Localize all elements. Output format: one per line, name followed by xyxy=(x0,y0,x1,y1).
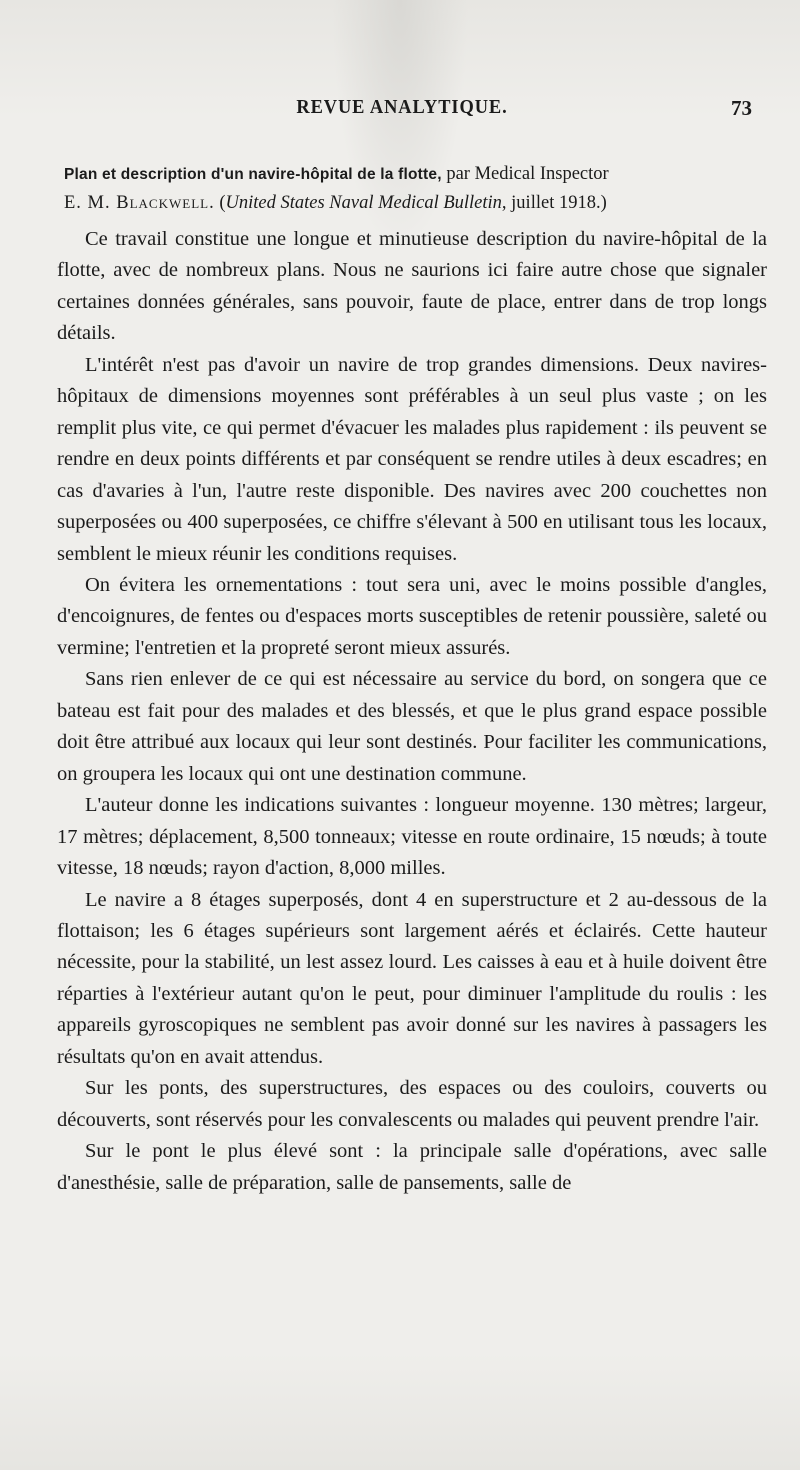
paragraph: Sur les ponts, des superstructures, des espaces ou des couloirs, couverts ou découverts, sont réservés pour les convalescents ou malades qui peuvent prendre l'air. xyxy=(57,1077,767,1131)
article-title: Plan et description d'un navire-hôpital de la flotte, xyxy=(64,166,442,183)
article-author: E. M. Blackwell. xyxy=(64,193,215,213)
paragraph: Le navire a 8 étages superposés, dont 4 en superstructure et 2 au-dessous de la flottaison; les 6 étages supérieurs sont largement aérés et éclairés. Cette hauteur nécessite, pour la stabilité, un lest assez lourd. Les caisses à eau et à huile doivent être réparties à l'extérieur autant qu'on le peut, pour diminuer l'amplitude du roulis : les appareils gyroscopiques ne semblent pas avoir donné sur les navires à passagers les résultats qu'on en avait attendus. xyxy=(57,888,767,1068)
paragraph: L'intérêt n'est pas d'avoir un navire de trop grandes dimensions. Deux navires-hôpitaux de dimensions moyennes sont préférables à un seul plus vaste ; on les remplit plus vite, ce qui permet d'évacuer les malades plus rapidement : ils peuvent se rendre en deux points différents et par conséquent se rendre utiles à deux escadres; en cas d'avaries à l'un, l'autre reste disponible. Des navires avec 200 couchettes non superposées ou 400 superposées, ce chiffre s'élevant à 500 en utilisant tous les locaux, semblent le mieux réunir les conditions requises. xyxy=(57,353,767,565)
article-author-prefix: par Medical Inspector xyxy=(441,164,609,184)
source-open-paren: ( xyxy=(219,193,226,213)
source-journal: United States Naval Medical Bulletin xyxy=(225,193,502,213)
article-heading xyxy=(64,160,744,218)
paragraph: L'auteur donne les indications suivantes : longueur moyenne. 130 mètres; largeur, 17 mètres; déplacement, 8,500 tonneaux; vitesse en route ordinaire, 15 nœuds; à toute vitesse, 18 nœuds; rayon d'action, 8,000 milles. xyxy=(57,794,767,880)
source-date: , juillet 1918.) xyxy=(501,193,607,213)
article-author-line xyxy=(64,189,744,218)
running-title: REVUE ANALYTIQUE. xyxy=(296,96,508,118)
paragraph: Sur le pont le plus élevé sont : la principale salle d'opérations, avec salle d'anesthésie, salle de préparation, salle de pansements, salle de xyxy=(57,1140,767,1194)
page-number: 73 xyxy=(731,96,752,120)
paragraph: Sans rien enlever de ce qui est nécessaire au service du bord, on songera que ce bateau est fait pour des malades et des blessés, et que le plus grand espace possible doit être attribué aux locaux qui leur sont destinés. Pour faciliter les communications, on groupera les locaux qui ont une destination commune. xyxy=(57,668,767,785)
page-header xyxy=(52,96,752,132)
paragraph: Ce travail constitue une longue et minutieuse description du navire-hôpital de la flotte, avec de nombreux plans. Nous ne saurions ici faire autre chose que signaler certaines données générales, sans pouvoir, faute de place, entrer dans de trop longs détails. xyxy=(57,228,767,345)
paragraph: On évitera les ornementations : tout sera uni, avec le moins possible d'angles, d'encoignures, de fentes ou d'espaces morts susceptibles de retenir poussière, saleté ou vermine; l'entretien et la propreté seront mieux assurés. xyxy=(57,573,767,659)
article-title-line xyxy=(64,160,744,189)
article-body xyxy=(57,224,767,1199)
